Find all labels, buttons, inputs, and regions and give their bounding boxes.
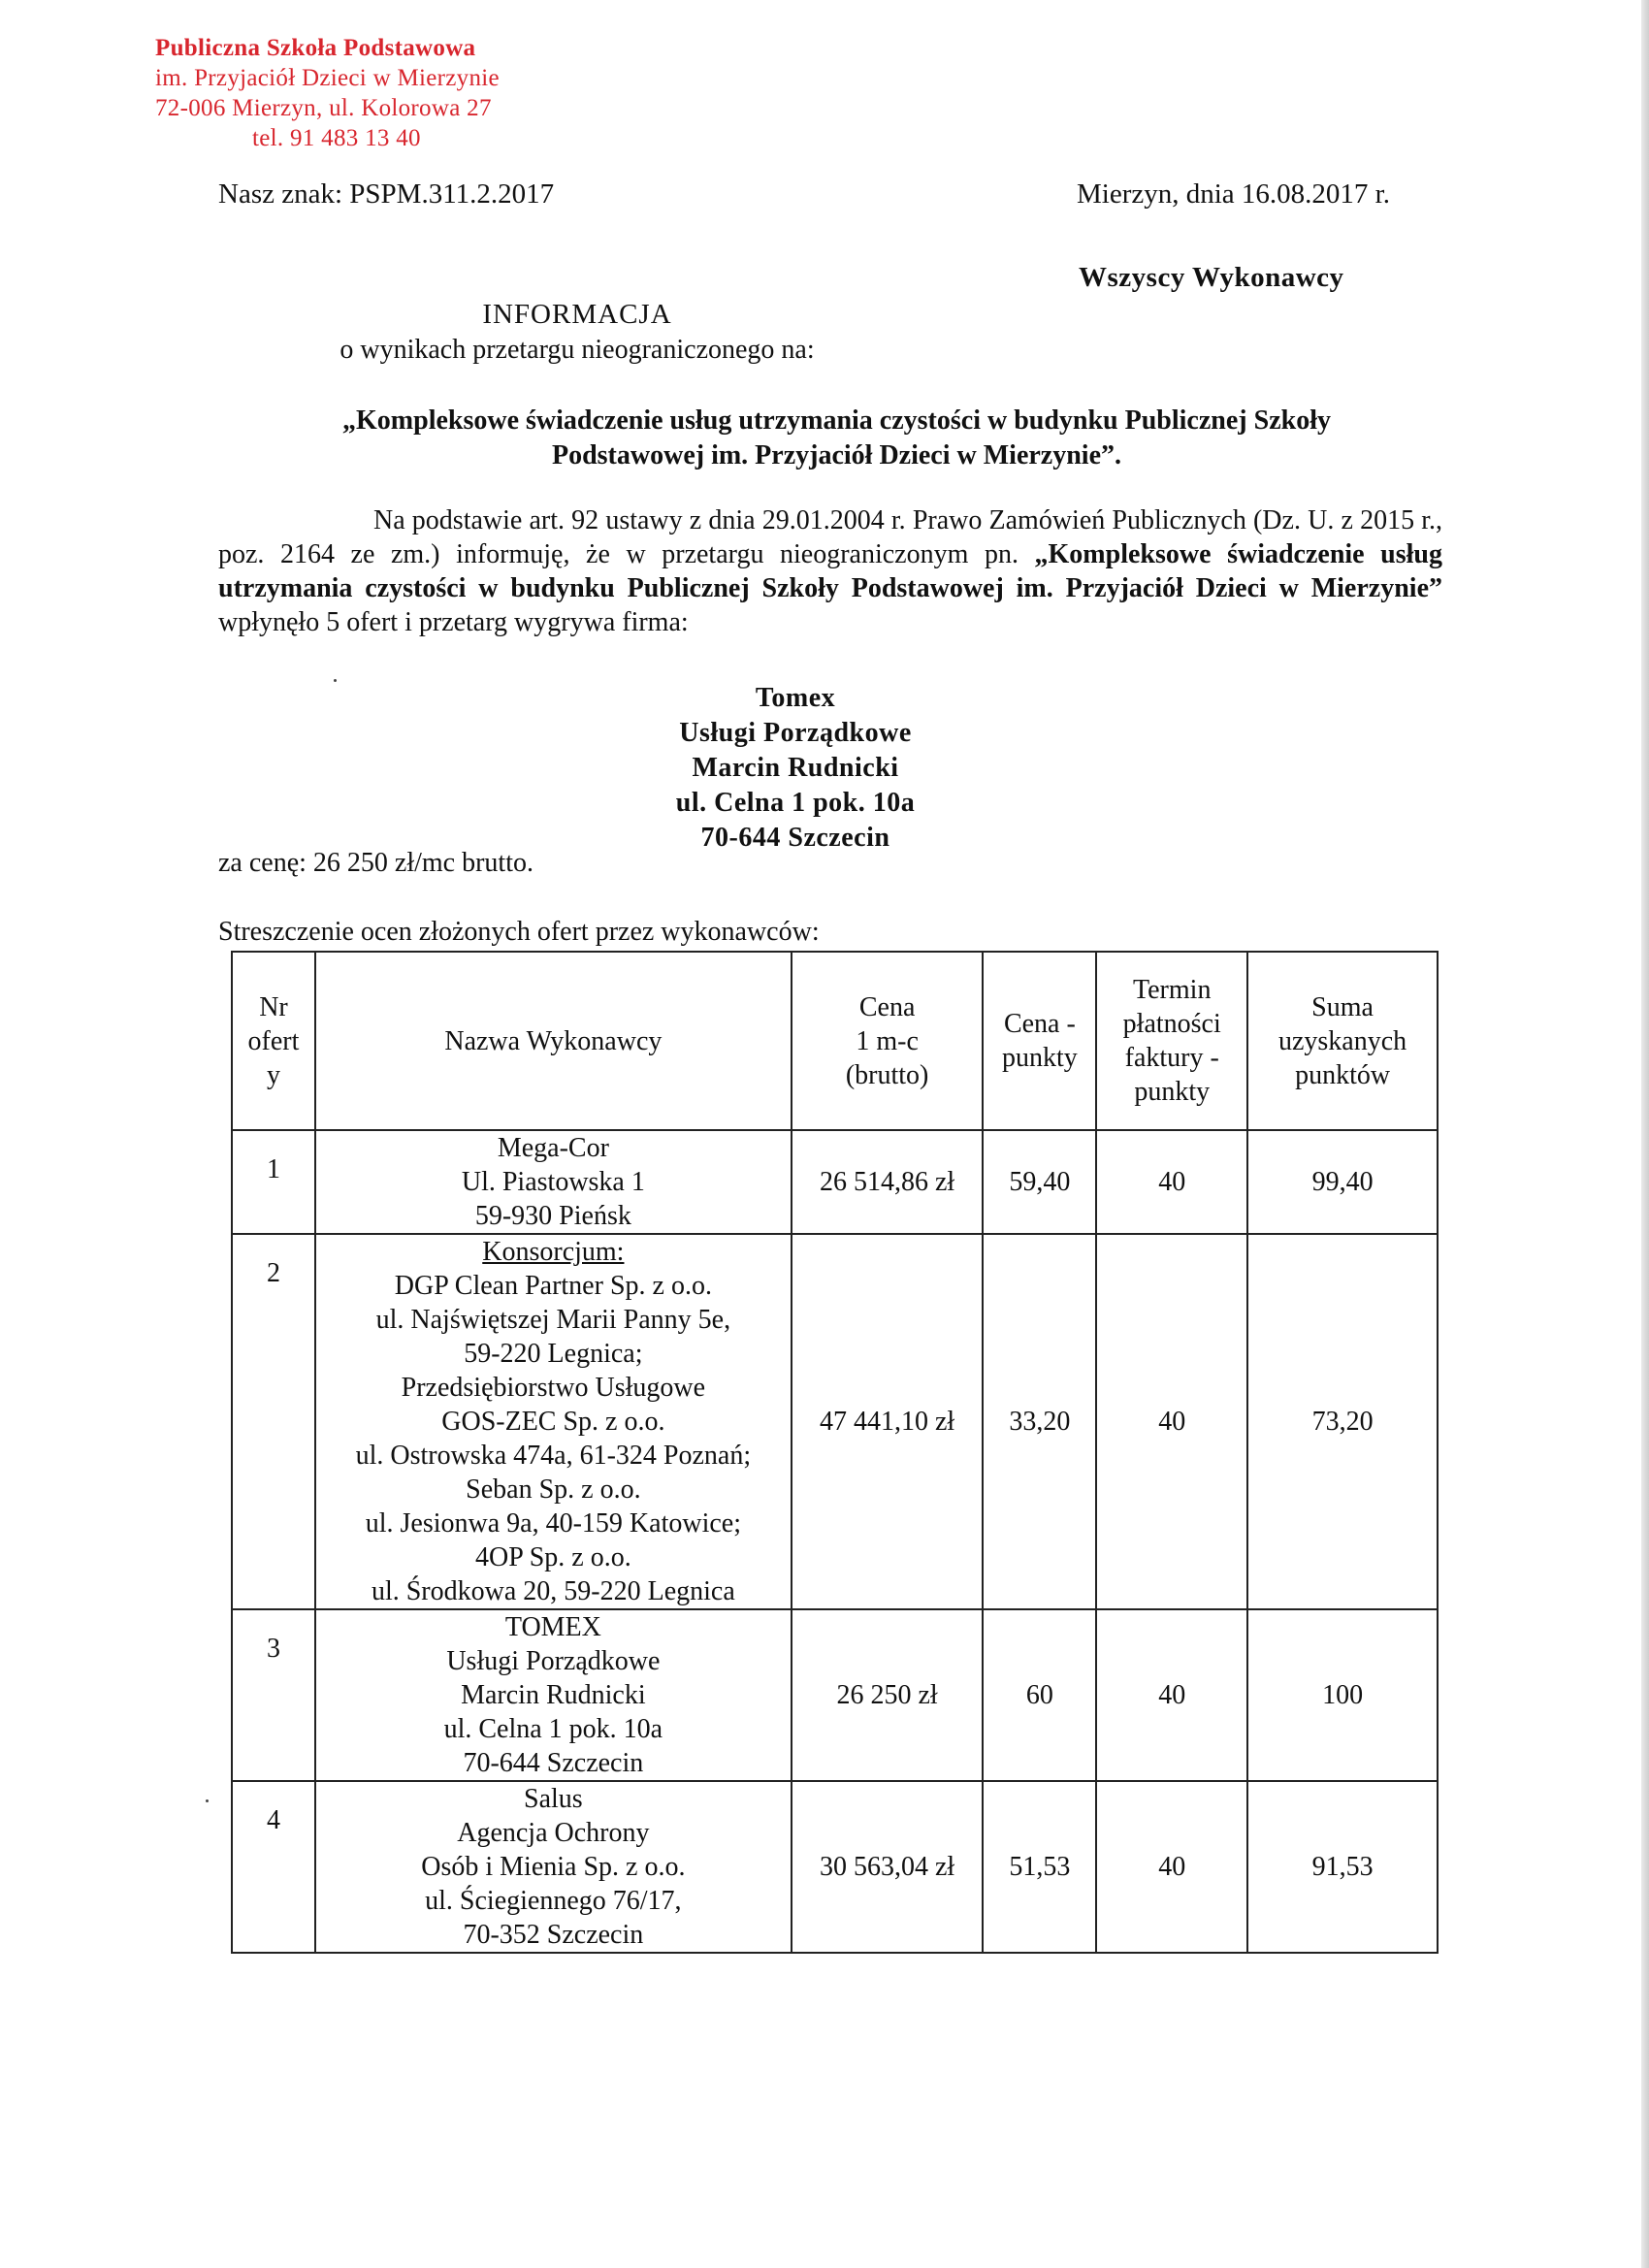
cell-sum: 100 [1247,1609,1438,1781]
header-line: Cena - [1003,1009,1076,1039]
cell-price-points: 60 [983,1609,1096,1781]
scan-page-edge [1641,0,1649,2268]
scan-speck [206,1799,209,1802]
winner-line: Marcin Rudnicki [692,753,899,783]
addressee: Wszyscy Wykonawcy [1079,262,1344,293]
cell-price: 26 250 zł [792,1609,984,1781]
header-line: Nazwa Wykonawcy [444,1025,663,1056]
cell-price: 26 514,86 zł [792,1130,984,1234]
name-line: ul. Ściegiennego 76/17, [425,1886,682,1916]
name-line: Marcin Rudnicki [461,1680,646,1710]
name-line: Przedsiębiorstwo Usługowe [401,1373,706,1403]
name-line: Mega-Cor [497,1133,609,1163]
cell-nr: 2 [232,1234,315,1609]
name-line: ul. Jesionwa 9a, 40-159 Katowice; [365,1508,741,1539]
name-line: 4OP Sp. z o.o. [474,1542,631,1572]
cell-term-points: 40 [1096,1130,1247,1234]
stamp-line: im. Przyjaciół Dzieci w Mierzynie [155,65,500,91]
name-line: GOS-ZEC Sp. z o.o. [441,1407,665,1437]
tender-subject [218,404,1455,473]
cell-name [315,1234,792,1609]
header-term-points [1096,952,1247,1130]
cell-sum: 99,40 [1247,1130,1438,1234]
header-line: Suma [1311,991,1374,1022]
name-line: 59-220 Legnica; [464,1339,643,1369]
name-line: Seban Sp. z o.o. [466,1474,641,1505]
cell-sum: 73,20 [1247,1234,1438,1609]
subject-line: „Kompleksowe świadczenie usług utrzymania czystości w budynku Publicznej Szkoły [342,405,1331,436]
name-line: Salus [524,1784,583,1814]
table-row [232,1130,1438,1234]
name-line: Konsorcjum: [482,1237,625,1267]
header-nr [232,952,315,1130]
header-line: Nr [259,991,288,1022]
table-row [232,1609,1438,1781]
paragraph-text: Na podstawie art. 92 ustawy z dnia 29.01.2004 r. Prawo Zamówień Publicznych (Dz. U. z 2015 r., poz. 2164 ze zm.) informuję, że w przetargu nieograniczonym pn. [218,505,1442,569]
body-paragraph [218,503,1442,639]
name-line: 70-644 Szczecin [463,1748,644,1778]
cell-price: 47 441,10 zł [792,1234,984,1609]
table-row [232,1781,1438,1953]
offers-table [231,951,1439,1954]
header-line: płatności [1122,1009,1221,1039]
cell-name [315,1609,792,1781]
stamp-line: Publiczna Szkoła Podstawowa [155,35,476,61]
name-line: ul. Celna 1 pok. 10a [443,1714,663,1744]
header-line: punktów [1295,1059,1391,1090]
header-line: y [266,1059,280,1090]
winner-line: Usługi Porządkowe [679,718,912,748]
name-line: Osób i Mienia Sp. z o.o. [421,1852,686,1882]
name-line: ul. Środkowa 20, 59-220 Legnica [371,1576,735,1606]
winner-line: Tomex [755,683,836,713]
cell-nr: 3 [232,1609,315,1781]
header-line: punkty [1134,1077,1211,1107]
paragraph-bold-text: „Kompleksowe świadczenie usług utrzymania czystości w budynku Publicznej Szkoły Podstawowej im. Przyjaciół Dzieci w Mierzynie” [218,539,1442,603]
header-line: punkty [1001,1043,1078,1073]
name-line: DGP Clean Partner Sp. z o.o. [394,1271,712,1301]
scan-speck [334,679,337,682]
winner-line: ul. Celna 1 pok. 10a [675,788,916,818]
name-line: Usługi Porządkowe [446,1646,661,1676]
cell-term-points: 40 [1096,1781,1247,1953]
cell-price-points: 33,20 [983,1234,1096,1609]
cell-price: 30 563,04 zł [792,1781,984,1953]
name-line: ul. Najświętszej Marii Panny 5e, [375,1305,731,1335]
cell-term-points: 40 [1096,1609,1247,1781]
subject-line: Podstawowej im. Przyjaciół Dzieci w Mierzynie”. [551,440,1121,470]
school-stamp [155,33,500,153]
winner-line: 70-644 Szczecin [700,823,890,853]
document-subtitle: o wynikach przetargu nieograniczonego na: [340,335,815,365]
reference-number: Nasz znak: PSPM.311.2.2017 [218,178,555,210]
cell-nr: 4 [232,1781,315,1953]
header-price-points [983,952,1096,1130]
cell-term-points: 40 [1096,1234,1247,1609]
header-line: ofert [247,1025,300,1056]
header-sum [1247,952,1438,1130]
winner-block [456,681,1135,856]
cell-name [315,1130,792,1234]
header-line: 1 m-c [856,1025,919,1056]
header-line: uzyskanych [1277,1025,1407,1056]
name-line: Ul. Piastowska 1 [461,1167,645,1197]
stamp-line: 72-006 Mierzyn, ul. Kolorowa 27 [155,95,492,121]
cell-price-points: 51,53 [983,1781,1096,1953]
header-line: (brutto) [845,1059,929,1090]
name-line: 70-352 Szczecin [463,1920,644,1950]
name-line: ul. Ostrowska 474a, 61-324 Poznań; [355,1441,752,1471]
paragraph-text: wpłynęło 5 ofert i przetarg wygrywa firma: [218,607,689,637]
header-line: faktury - [1124,1043,1219,1073]
winning-price: za cenę: 26 250 zł/mc brutto. [218,848,534,878]
header-line: Cena [858,991,916,1022]
table-row [232,1234,1438,1609]
cell-nr: 1 [232,1130,315,1234]
header-price [792,952,984,1130]
cell-price-points: 59,40 [983,1130,1096,1234]
table-header-row [232,952,1438,1130]
place-date: Mierzyn, dnia 16.08.2017 r. [1077,178,1390,210]
stamp-line: tel. 91 483 13 40 [252,125,421,151]
header-line: Termin [1132,975,1212,1005]
name-line: 59-930 Pieńsk [474,1201,631,1231]
name-line: TOMEX [504,1612,601,1642]
summary-heading: Streszczenie ocen złożonych ofert przez wykonawców: [218,917,820,947]
header-name [315,952,792,1130]
cell-sum: 91,53 [1247,1781,1438,1953]
document-title: INFORMACJA [482,299,672,330]
cell-name [315,1781,792,1953]
name-line: Agencja Ochrony [457,1818,650,1848]
